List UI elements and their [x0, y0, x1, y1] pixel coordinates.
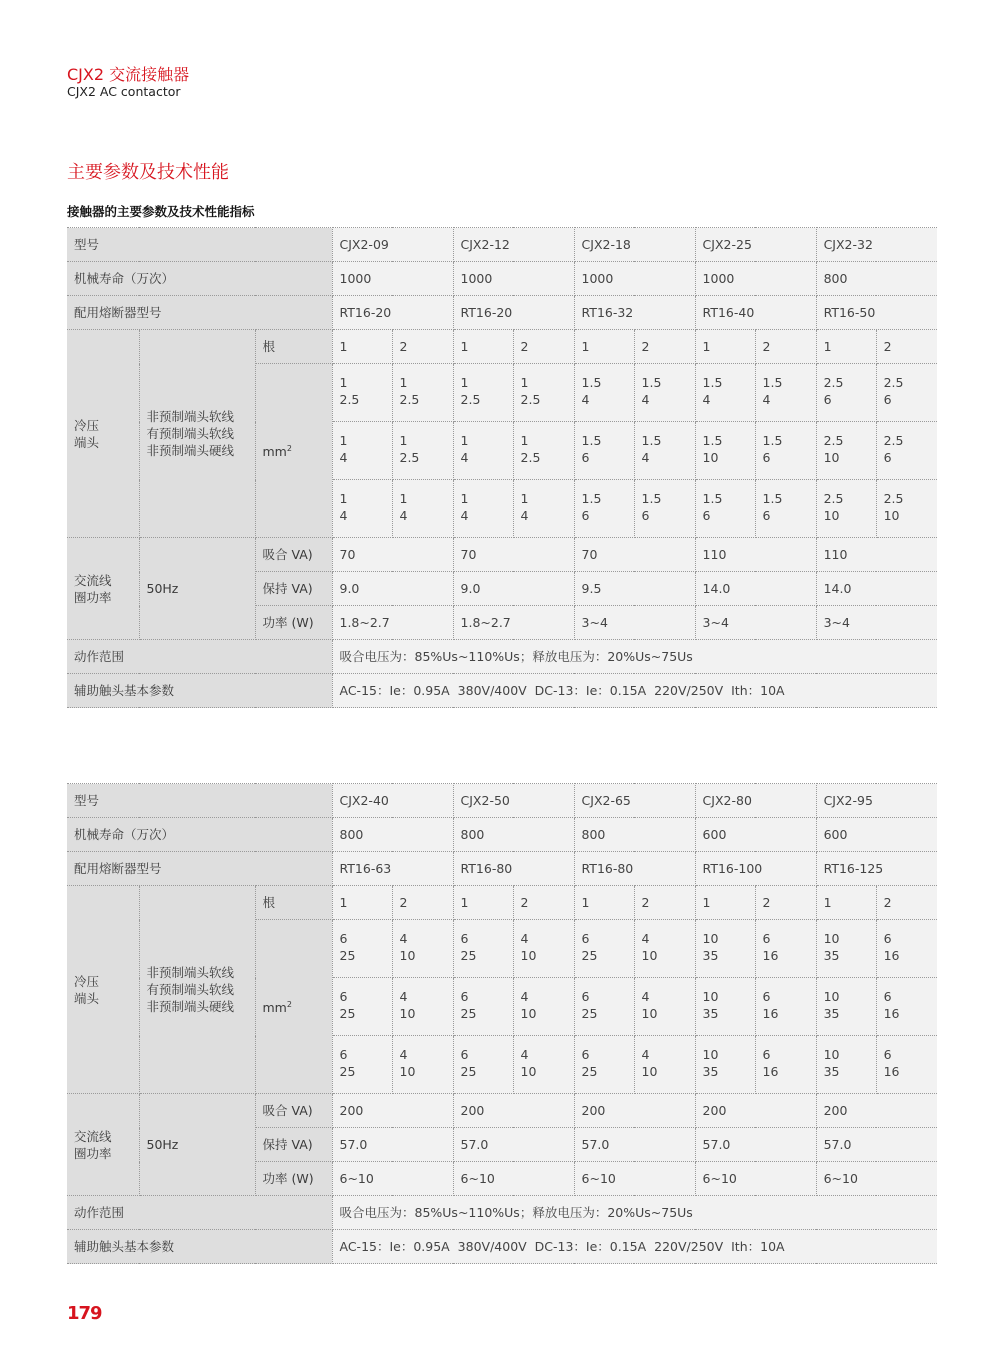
- model-row-value: CJX2-09: [332, 228, 453, 262]
- model-row-value: CJX2-25: [695, 228, 816, 262]
- crimp-size-value: 1 4: [513, 480, 574, 538]
- crimp-size-value: 6 25: [574, 920, 634, 978]
- hold-row-value: 9.0: [453, 572, 574, 606]
- pull-in-row-value: 70: [453, 538, 574, 572]
- crimp-size-value: 1 4: [392, 480, 453, 538]
- aux-contact-row-value: AC-15：Ie：0.95A 380V/400V DC-13：Ie：0.15A 220V/250V Ith：10A: [332, 1230, 937, 1264]
- crimp-size-value: 1.5 4: [634, 422, 695, 480]
- hold-row-value: 9.5: [574, 572, 695, 606]
- crimp-size-value: 6 25: [332, 920, 392, 978]
- page-number: 179: [67, 1303, 102, 1324]
- aux-contact-row-value: AC-15：Ie：0.95A 380V/400V DC-13：Ie：0.15A 220V/250V Ith：10A: [332, 674, 937, 708]
- crimp-size-value: 6 16: [876, 920, 937, 978]
- crimp-size-value: 1 2.5: [332, 364, 392, 422]
- unit-superscript: 2: [286, 444, 292, 454]
- wire-count-value: 1: [574, 886, 634, 920]
- catalog-title: CJX2 交流接触器: [67, 65, 190, 84]
- crimp-size-value: 2.5 10: [876, 480, 937, 538]
- hold-row-label: 保持 VA): [255, 1128, 332, 1162]
- pull-in-row-value: 110: [816, 538, 937, 572]
- power-row-value: 6~10: [574, 1162, 695, 1196]
- frequency-label: 50Hz: [139, 538, 255, 640]
- wire-count-value: 1: [816, 886, 876, 920]
- fuse-row-label: 配用熔断器型号: [67, 296, 332, 330]
- wire-count-label: 根: [255, 330, 332, 364]
- wire-count-value: 2: [392, 330, 453, 364]
- pull-in-row-label: 吸合 VA): [255, 538, 332, 572]
- crimp-size-value: 4 10: [392, 1036, 453, 1094]
- wire-count-value: 2: [876, 886, 937, 920]
- model-row-value: CJX2-40: [332, 784, 453, 818]
- crimp-size-value: 1.5 6: [695, 480, 755, 538]
- spec-table-2: [67, 783, 937, 1264]
- crimp-size-value: 1 2.5: [513, 422, 574, 480]
- crimp-size-value: 4 10: [634, 978, 695, 1036]
- coil-power-label: 交流线 圈功率: [67, 1094, 139, 1196]
- wire-count-value: 1: [695, 330, 755, 364]
- wire-count-value: 2: [513, 330, 574, 364]
- pull-in-row-value: 200: [816, 1094, 937, 1128]
- fuse-row-value: RT16-50: [816, 296, 937, 330]
- crimp-size-value: 10 35: [816, 978, 876, 1036]
- hold-row-value: 14.0: [816, 572, 937, 606]
- catalog-subtitle: CJX2 AC contactor: [67, 84, 181, 99]
- crimp-size-value: 1.5 6: [574, 422, 634, 480]
- model-row-value: CJX2-12: [453, 228, 574, 262]
- wire-count-value: 1: [816, 330, 876, 364]
- wire-count-row: [67, 330, 937, 364]
- pull-in-row-value: 110: [695, 538, 816, 572]
- crimp-size-value: 4 10: [634, 1036, 695, 1094]
- crimp-size-value: 1 2.5: [453, 364, 513, 422]
- crimp-size-value: 6 25: [332, 1036, 392, 1094]
- fuse-row-label: 配用熔断器型号: [67, 852, 332, 886]
- wire-count-value: 1: [332, 330, 392, 364]
- pull-in-row: [67, 1094, 937, 1128]
- wire-count-value: 2: [634, 330, 695, 364]
- crimp-size-value: 6 16: [876, 978, 937, 1036]
- crimp-size-value: 2.5 6: [876, 422, 937, 480]
- model-row-value: CJX2-18: [574, 228, 695, 262]
- crimp-size-value: 1 4: [332, 480, 392, 538]
- power-row-value: 3~4: [695, 606, 816, 640]
- crimp-size-value: 2.5 6: [876, 364, 937, 422]
- wire-count-row: [67, 886, 937, 920]
- mech-life-row-value: 800: [453, 818, 574, 852]
- fuse-row-value: RT16-63: [332, 852, 453, 886]
- pull-in-row-label: 吸合 VA): [255, 1094, 332, 1128]
- crimp-size-value: 1.5 6: [634, 480, 695, 538]
- crimp-terminal-label: 冷压 端头: [67, 330, 139, 538]
- crimp-size-value: 1.5 6: [755, 422, 816, 480]
- power-row-label: 功率 (W): [255, 606, 332, 640]
- crimp-size-value: 4 10: [634, 920, 695, 978]
- unit-text: mm: [262, 1000, 287, 1016]
- crimp-size-value: 1 4: [453, 480, 513, 538]
- wire-count-value: 2: [634, 886, 695, 920]
- hold-row-value: 57.0: [574, 1128, 695, 1162]
- hold-row-value: 57.0: [332, 1128, 453, 1162]
- unit-mm2-label: [255, 920, 332, 1094]
- wire-count-value: 1: [453, 886, 513, 920]
- wire-types-label: 非预制端头软线 有预制端头软线 非预制端头硬线: [139, 886, 255, 1094]
- crimp-size-value: 1.5 4: [574, 364, 634, 422]
- crimp-size-value: 1 2.5: [392, 364, 453, 422]
- crimp-size-value: 2.5 10: [816, 480, 876, 538]
- mech-life-row: [67, 818, 937, 852]
- pull-in-row-value: 200: [695, 1094, 816, 1128]
- hold-row-value: 14.0: [695, 572, 816, 606]
- pull-in-row-value: 70: [332, 538, 453, 572]
- hold-row-value: 9.0: [332, 572, 453, 606]
- aux-contact-row-label: 辅助触头基本参数: [67, 674, 332, 708]
- model-row: [67, 228, 937, 262]
- mech-life-row: [67, 262, 937, 296]
- crimp-size-value: 10 35: [695, 920, 755, 978]
- wire-count-value: 2: [755, 330, 816, 364]
- wire-count-value: 2: [392, 886, 453, 920]
- crimp-size-value: 6 16: [755, 920, 816, 978]
- crimp-size-value: 1.5 10: [695, 422, 755, 480]
- crimp-terminal-label: 冷压 端头: [67, 886, 139, 1094]
- crimp-size-value: 10 35: [695, 1036, 755, 1094]
- action-range-row: [67, 640, 937, 674]
- mech-life-row-label: 机械寿命（万次）: [67, 818, 332, 852]
- frequency-label: 50Hz: [139, 1094, 255, 1196]
- model-row-value: CJX2-50: [453, 784, 574, 818]
- crimp-size-value: 6 25: [574, 978, 634, 1036]
- crimp-size-value: 6 16: [755, 1036, 816, 1094]
- mech-life-row-value: 1000: [574, 262, 695, 296]
- pull-in-row-value: 70: [574, 538, 695, 572]
- mech-life-row-value: 1000: [453, 262, 574, 296]
- crimp-size-value: 2.5 10: [816, 422, 876, 480]
- model-row-label: 型号: [67, 784, 332, 818]
- wire-count-value: 1: [332, 886, 392, 920]
- wire-types-label: 非预制端头软线 有预制端头软线 非预制端头硬线: [139, 330, 255, 538]
- pull-in-row-value: 200: [574, 1094, 695, 1128]
- model-row-value: CJX2-32: [816, 228, 937, 262]
- mech-life-row-value: 1000: [332, 262, 453, 296]
- crimp-size-value: 6 16: [876, 1036, 937, 1094]
- crimp-size-value: 4 10: [513, 978, 574, 1036]
- crimp-size-value: 1 2.5: [513, 364, 574, 422]
- action-range-row-label: 动作范围: [67, 1196, 332, 1230]
- crimp-size-value: 10 35: [816, 1036, 876, 1094]
- unit-mm2-label: [255, 364, 332, 538]
- unit-text: mm: [262, 444, 287, 460]
- fuse-row-value: RT16-32: [574, 296, 695, 330]
- pull-in-row-value: 200: [332, 1094, 453, 1128]
- power-row-value: 3~4: [816, 606, 937, 640]
- model-row-label: 型号: [67, 228, 332, 262]
- aux-contact-row: [67, 1230, 937, 1264]
- power-row-value: 6~10: [332, 1162, 453, 1196]
- crimp-size-value: 6 25: [453, 920, 513, 978]
- power-row-value: 1.8~2.7: [453, 606, 574, 640]
- crimp-size-value: 1 4: [332, 422, 392, 480]
- crimp-size-value: 1.5 6: [574, 480, 634, 538]
- crimp-size-value: 1 2.5: [392, 422, 453, 480]
- action-range-row-value: 吸合电压为：85%Us~110%Us；释放电压为：20%Us~75Us: [332, 1196, 937, 1230]
- wire-count-value: 1: [574, 330, 634, 364]
- power-row-value: 1.8~2.7: [332, 606, 453, 640]
- fuse-row: [67, 852, 937, 886]
- hold-row-value: 57.0: [695, 1128, 816, 1162]
- crimp-size-value: 1 4: [453, 422, 513, 480]
- power-row-value: 3~4: [574, 606, 695, 640]
- crimp-size-value: 4 10: [513, 1036, 574, 1094]
- mech-life-row-value: 1000: [695, 262, 816, 296]
- pull-in-row-value: 200: [453, 1094, 574, 1128]
- action-range-row-value: 吸合电压为：85%Us~110%Us；释放电压为：20%Us~75Us: [332, 640, 937, 674]
- model-row: [67, 784, 937, 818]
- hold-row-value: 57.0: [453, 1128, 574, 1162]
- mech-life-row-value: 800: [816, 262, 937, 296]
- aux-contact-row-label: 辅助触头基本参数: [67, 1230, 332, 1264]
- crimp-size-value: 4 10: [513, 920, 574, 978]
- wire-count-value: 2: [513, 886, 574, 920]
- fuse-row-value: RT16-80: [574, 852, 695, 886]
- wire-count-value: 1: [453, 330, 513, 364]
- model-row-value: CJX2-95: [816, 784, 937, 818]
- mech-life-row-value: 600: [816, 818, 937, 852]
- fuse-row: [67, 296, 937, 330]
- fuse-row-value: RT16-100: [695, 852, 816, 886]
- crimp-size-value: 6 25: [332, 978, 392, 1036]
- crimp-size-value: 1.5 4: [695, 364, 755, 422]
- power-row-value: 6~10: [816, 1162, 937, 1196]
- power-row-value: 6~10: [453, 1162, 574, 1196]
- crimp-size-value: 6 25: [453, 978, 513, 1036]
- pull-in-row: [67, 538, 937, 572]
- mech-life-row-value: 800: [332, 818, 453, 852]
- hold-row-label: 保持 VA): [255, 572, 332, 606]
- wire-count-value: 1: [695, 886, 755, 920]
- mech-life-row-label: 机械寿命（万次）: [67, 262, 332, 296]
- fuse-row-value: RT16-40: [695, 296, 816, 330]
- crimp-size-value: 1.5 6: [755, 480, 816, 538]
- coil-power-label: 交流线 圈功率: [67, 538, 139, 640]
- model-row-value: CJX2-65: [574, 784, 695, 818]
- unit-superscript: 2: [286, 1000, 292, 1010]
- section-title: 主要参数及技术性能: [67, 162, 229, 183]
- wire-count-label: 根: [255, 886, 332, 920]
- table-caption: 接触器的主要参数及技术性能指标: [67, 204, 255, 219]
- fuse-row-value: RT16-20: [332, 296, 453, 330]
- action-range-row-label: 动作范围: [67, 640, 332, 674]
- model-row-value: CJX2-80: [695, 784, 816, 818]
- crimp-size-value: 4 10: [392, 920, 453, 978]
- crimp-size-value: 1.5 4: [755, 364, 816, 422]
- fuse-row-value: RT16-80: [453, 852, 574, 886]
- crimp-size-value: 6 16: [755, 978, 816, 1036]
- power-row-label: 功率 (W): [255, 1162, 332, 1196]
- crimp-size-value: 6 25: [453, 1036, 513, 1094]
- mech-life-row-value: 800: [574, 818, 695, 852]
- wire-count-value: 2: [755, 886, 816, 920]
- crimp-size-value: 1.5 4: [634, 364, 695, 422]
- power-row-value: 6~10: [695, 1162, 816, 1196]
- crimp-size-value: 6 25: [574, 1036, 634, 1094]
- fuse-row-value: RT16-20: [453, 296, 574, 330]
- spec-table-1: [67, 227, 937, 708]
- mech-life-row-value: 600: [695, 818, 816, 852]
- aux-contact-row: [67, 674, 937, 708]
- crimp-size-value: 10 35: [816, 920, 876, 978]
- wire-count-value: 2: [876, 330, 937, 364]
- crimp-size-value: 4 10: [392, 978, 453, 1036]
- hold-row-value: 57.0: [816, 1128, 937, 1162]
- crimp-size-value: 10 35: [695, 978, 755, 1036]
- fuse-row-value: RT16-125: [816, 852, 937, 886]
- crimp-size-value: 2.5 6: [816, 364, 876, 422]
- action-range-row: [67, 1196, 937, 1230]
